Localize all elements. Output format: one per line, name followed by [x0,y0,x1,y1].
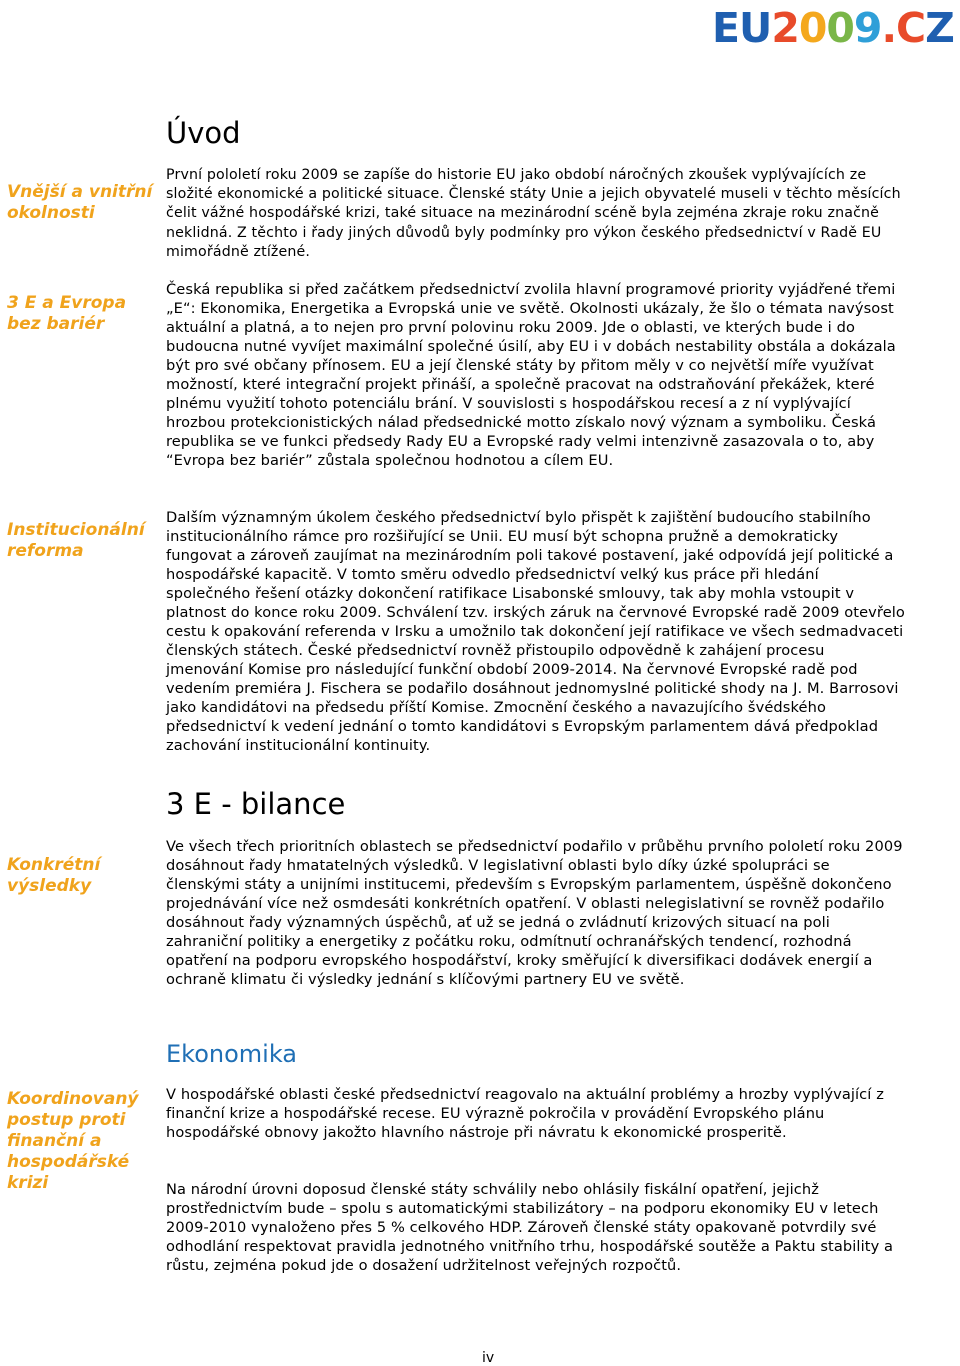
logo-letter: 2 [771,4,799,52]
paragraph-uvod-1: První pololetí roku 2009 se zapíše do historie EU jako období náročných zkoušek vyplývajících ze složité ekonomické a politické situace. Členské státy Unie a jejich obyvatelé museli v těchto měsících čelit vážné hospodářské krizi, také situace na mezinárodní scéně byla zejména zkraje roku značně neklidná. Z těchto i řady jiných důvodů byly podmínky pro výkon českého předsednictví v Radě EU mimořádně ztížené. [166,167,901,260]
sidebar-heading-3e: 3 E a Evropa bez bariér [7,293,127,334]
sidebar-heading-institucionalni: Institucionální reforma [7,520,145,561]
logo-letter: E [712,4,740,52]
page-number: iv [482,1350,495,1366]
section-title-uvod: Úvod [166,116,241,150]
sidebar-heading-vnejsi: Vnější a vnitřní okolnosti [7,182,153,223]
paragraph-ekonomika-1: V hospodářské oblasti české předsednictví reagovalo na aktuální problémy a hrozby vyplývající z finanční krize a hospodářské recese. EU výrazně pokročila v provádění Evropského plánu hospodářské obnovy jakožto hlavního nástroje při návratu k ekonomické prosperitě. [166,1086,884,1141]
logo-letter: Z [925,4,954,52]
paragraph-uvod-3: Dalším významným úkolem českého předsednictví bylo přispět k zajištění budoucího stabilního institucionálního rámce pro rozšiřující se Unii. EU musí být schopna pružně a demokraticky fungovat a zároveň zaujímat na mezinárodním poli takové postavení, jaké odpovídá její politické a hospodářské kapacitě. V tomto směru odvedlo předsednictví velký kus práce při hledání společného řešení otázky dokončení ratifikace Lisabonské smlouvy, tak aby mohla vstoupit v platnost do konce roku 2009. Schválení tzv. irských záruk na červnové Evropské radě 2009 otevřelo cestu k opakování referenda v Irsku a umožnilo tak dokončení její ratifikace ve všech sedmadvaceti členských státech. České předsednictví rovněž přistoupilo odpovědně k zahájení procesu jmenování Komise pro následující funkční období 2009-2014. Na červnové Evropské radě pod vedením premiéra J. Fischera se podařilo dosáhnout jednomyslné politické shody na J. M. Barrosovi jako kandidátovi na předsedu příští Komise. Zmocnění českého a navazujícího švédského předsednictví k vedení jednání o tomto kandidátovi s Evropským parlamentem dává předpoklad zachování institucionální kontinuity. [166,509,905,754]
logo-letter: 9 [853,4,882,52]
logo-letter: 0 [798,4,827,52]
paragraph-ekonomika-2: Na národní úrovni doposud členské státy schválily nebo ohlásily fiskální opatření, jejichž prostřednictvím bude – spolu s automatickými stabilizátory – na podporu ekonomiky EU v letech 2009-2010 vynaloženo přes 5 % celkového HDP. Zároveň členské státy opakovaně potvrdily své odhodlání respektovat pravidla jednotného vnitřního trhu, hospodářské soutěže a Paktu stability a růstu, zejména pokud jde o dosažení udržitelnost veřejných rozpočtů. [166,1181,894,1274]
section-title-bilance: 3 E - bilance [166,787,346,821]
section-title-ekonomika: Ekonomika [166,1040,298,1068]
logo-letter: C [896,4,926,52]
paragraph-bilance-1: Ve všech třech prioritních oblastech se předsednictví podařilo v průběhu prvního pololetí roku 2009 dosáhnout řady hmatatelných výsledků. V legislativní oblasti bylo díky úzké spolupráci se členskými státy a unijními institucemi, především s Evropským parlamentem, úspěšně dokončeno projednávání více než osmdesáti konkrétních opatření. V oblasti nelegislativní se rovněž podařilo dosáhnout řady významných úspěchů, ať už se jedná o zvládnutí krizových situací na poli zahraniční politiky a energetiky z počátku roku, odmítnutí ochranářských tendencí, rozhodná opatření na podporu evropského hospodářství, kroky směřující k diversifikaci dodávek energií a ochraně klimatu či výsledky jednání s klíčovými partnery EU ve světě. [166,838,903,988]
sidebar-heading-koordinovany: Koordinovaný postup proti finanční a hospodářské krizi [7,1089,139,1193]
logo-letter: . [881,4,897,52]
eu2009-logo [712,6,952,50]
sidebar-heading-konkretni: Konkrétní výsledky [7,855,101,896]
logo-letter: U [739,4,772,52]
logo-letter: 0 [826,4,854,52]
paragraph-uvod-2: Česká republika si před začátkem předsednictví zvolila hlavní programové priority vyjádřené třemi „E“: Ekonomika, Energetika a Evropská unie ve světě. Okolnosti ukázaly, že šlo o témata navýsost aktuální a platná, a to nejen pro první polovinu roku 2009. Jde o oblasti, ve kterých bude i do budoucna nutné vyvíjet maximální společné úsilí, aby EU i v dobách nestability obstála a dokázala být pro své občany přínosem. EU a její členské státy by přitom měly v co největší míře využívat možností, které integrační projekt přináší, a společně pracovat na odstraňování překážek, které plnému využití tohoto potenciálu brání. V souvislosti s hospodářskou recesí a z ní vyplývající hrozbou protekcionistických nálad předsednické motto získalo nový význam a symboliku. Česká republika se ve funkci předsedy Rady EU a Evropské rady velmi intenzivně zasazovala o to, aby “Evropa bez bariér” zůstala společnou hodnotou a cílem EU. [166,281,896,469]
